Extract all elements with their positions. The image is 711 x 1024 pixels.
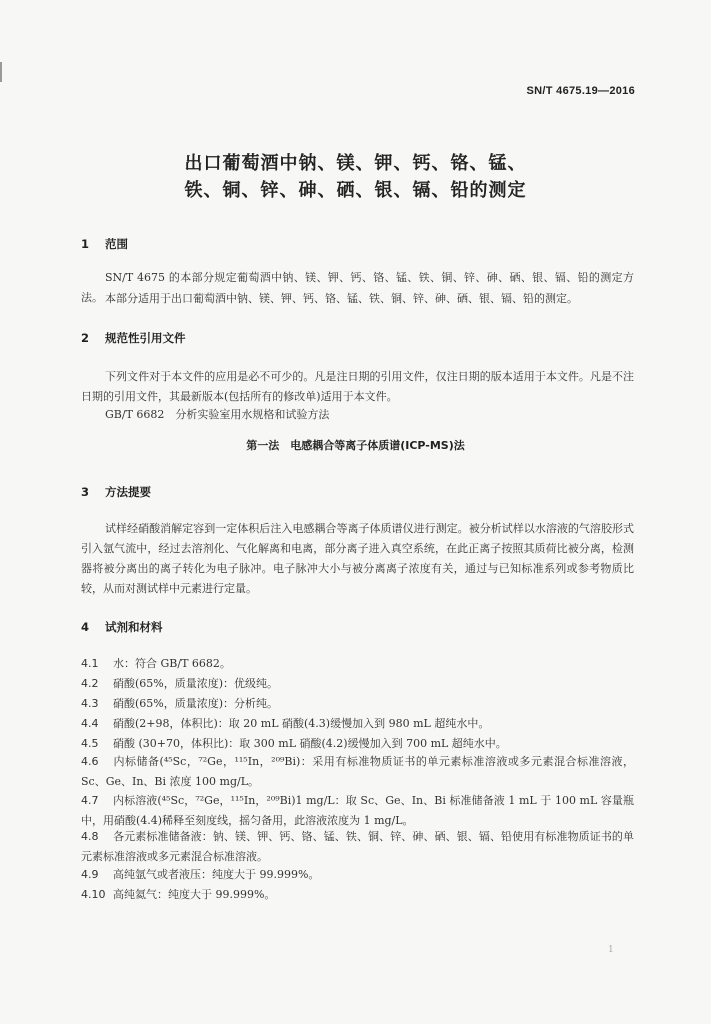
method-heading: 第一法 电感耦合等离子体质谱(ICP-MS)法 bbox=[246, 439, 465, 452]
list-item: 4.10 高纯氦气：纯度大于 99.999%。 bbox=[81, 888, 276, 901]
section-number: 2 bbox=[81, 331, 90, 345]
section-4-heading bbox=[81, 619, 163, 635]
section-title: 范围 bbox=[105, 237, 128, 251]
section-number: 4 bbox=[81, 620, 90, 634]
title-line-2: 铁、铜、锌、砷、硒、银、镉、铅的测定 bbox=[184, 180, 527, 201]
section-title: 试剂和材料 bbox=[105, 620, 163, 634]
standard-number: SN/T 4675.19—2016 bbox=[526, 85, 635, 97]
section-number: 3 bbox=[81, 485, 90, 499]
list-item: 4.8 各元素标准储备液：钠、镁、钾、钙、铬、锰、铁、铜、锌、砷、硒、银、镉、铅使用有标准物质证书的单元素标准溶液或多元素混合标准溶液。 bbox=[81, 830, 634, 863]
section-number: 1 bbox=[81, 237, 90, 251]
edge-mark bbox=[0, 62, 2, 82]
list-item: 4.3 硝酸(65%，质量浓度)：分析纯。 bbox=[81, 697, 279, 710]
section-1-paragraph-2: 本部分适用于出口葡萄酒中钠、镁、钾、钙、铬、锰、铁、铜、锌、砷、硒、银、镉、铅的测定。 bbox=[105, 292, 578, 305]
section-3-heading bbox=[81, 484, 151, 500]
list-item: 4.7 内标溶液(⁴⁵Sc，⁷²Ge，¹¹⁵In，²⁰⁹Bi)1 mg/L：取 Sc、Ge、In、Bi 标准储备液 1 mL 于 100 mL 容量瓶中，用硝酸(4.4)稀释至刻度线，摇匀备用，此溶液浓度为 1 mg/L。 bbox=[81, 794, 634, 827]
section-title: 方法提要 bbox=[105, 485, 151, 499]
section-3-paragraph-1: 试样经硝酸消解定容到一定体积后注入电感耦合等离子体质谱仪进行测定。被分析试样以水溶液的气溶胶形式引入氩气流中，经过去溶剂化、气化解离和电离，部分离子进入真空系统，在此正离子按照其质荷比被分离，检测器将被分离出的离子转化为电子脉冲。电子脉冲大小与被分离离子浓度有关，通过与已知标准系列或参考物质比较，从而对测试样中元素进行定量。 bbox=[81, 522, 634, 595]
title-line-1: 出口葡萄酒中钠、镁、钾、钙、铬、锰、 bbox=[184, 153, 527, 174]
section-2-paragraph-1: 下列文件对于本文件的应用是必不可少的。凡是注日期的引用文件，仅注日期的版本适用于本文件。凡是不注日期的引用文件，其最新版本(包括所有的修改单)适用于本文件。 bbox=[81, 370, 634, 403]
section-2-paragraph-2: GB/T 6682 分析实验室用水规格和试验方法 bbox=[105, 408, 330, 421]
section-1-paragraph-1: SN/T 4675 的本部分规定葡萄酒中钠、镁、钾、钙、铬、锰、铁、铜、锌、砷、硒、银、镉、铅的测定方法。 bbox=[81, 271, 634, 304]
list-item: 4.9 高纯氩气或者液压：纯度大于 99.999%。 bbox=[81, 868, 320, 881]
section-title: 规范性引用文件 bbox=[105, 331, 186, 345]
list-item: 4.1 水：符合 GB/T 6682。 bbox=[81, 657, 231, 670]
list-item: 4.2 硝酸(65%，质量浓度)：优级纯。 bbox=[81, 677, 279, 690]
page-number: 1 bbox=[608, 945, 614, 955]
list-item: 4.4 硝酸(2+98，体积比)：取 20 mL 硝酸(4.3)缓慢加入到 980 mL 超纯水中。 bbox=[81, 717, 490, 730]
section-1-heading bbox=[81, 236, 128, 252]
list-item: 4.6 内标储备(⁴⁵Sc，⁷²Ge，¹¹⁵In，²⁰⁹Bi)：采用有标准物质证书的单元素标准溶液或多元素混合标准溶液，Sc、Ge、In、Bi 浓度 100 mg/L。 bbox=[81, 755, 634, 788]
section-2-heading bbox=[81, 330, 186, 346]
list-item: 4.5 硝酸 (30+70，体积比)：取 300 mL 硝酸(4.2)缓慢加入到 700 mL 超纯水中。 bbox=[81, 737, 507, 750]
